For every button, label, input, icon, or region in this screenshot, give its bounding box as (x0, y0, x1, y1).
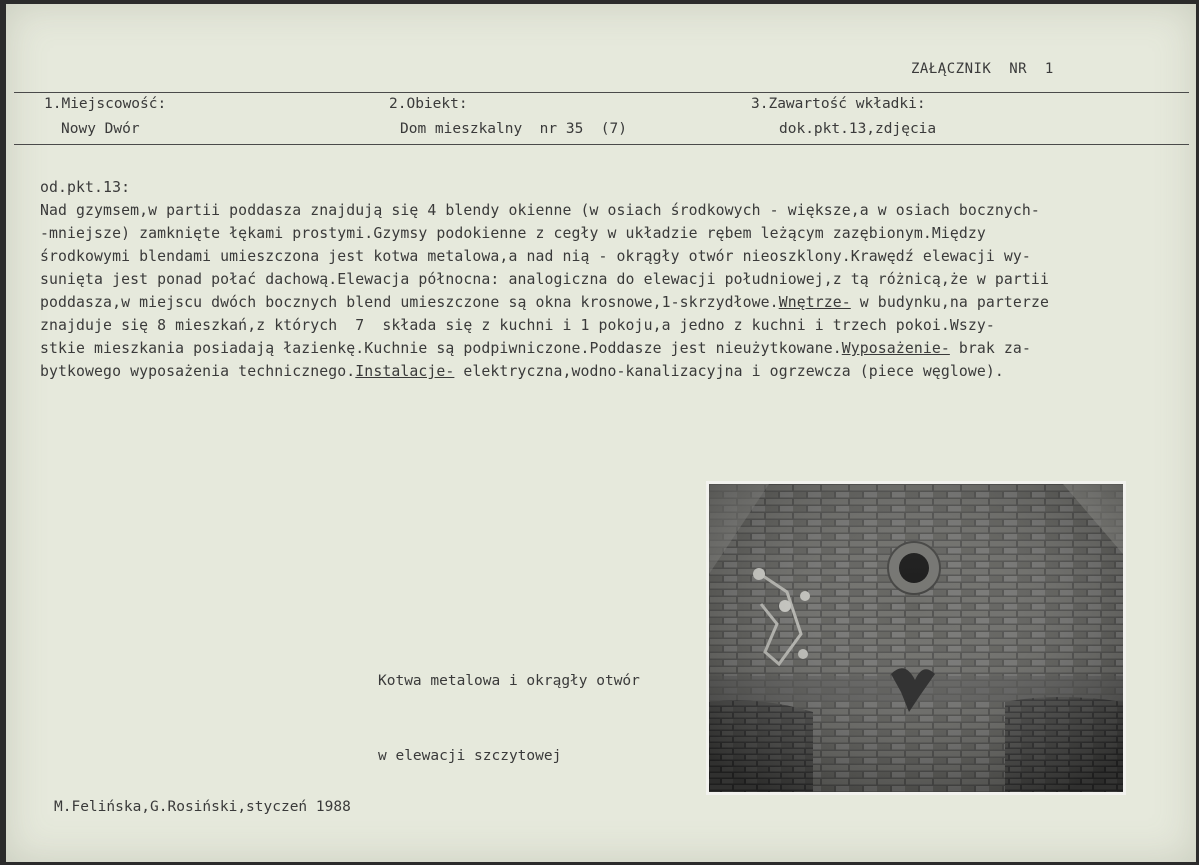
annex-number: ZAŁĄCZNIK NR 1 (911, 61, 1054, 77)
text-line-2: Nad gzymsem,w partii poddasza znajdują się 4 blendy okienne (w osiach środkowych - większe,a w osiach bocznych- (40, 202, 1040, 219)
text-line-4: środkowymi blendami umieszczona jest kotwa metalowa,a nad nią - okrągły otwór nieoszklony.Krawędź elewacji wy- (40, 248, 1031, 265)
text-line-9-a: bytkowego wyposażenia technicznego. (40, 363, 356, 380)
text-line-8 (40, 337, 1190, 360)
text-line-7: znajduje się 8 mieszkań,z których 7 składa się z kuchni i 1 pokoju,a jedno z kuchni i trzech pokoi.Wszy- (40, 317, 995, 334)
author-signature: M.Felińska,G.Rosiński,styczeń 1988 (54, 799, 351, 815)
installations-heading: Instalacje- (355, 363, 455, 380)
description-text (40, 176, 1190, 383)
caption-line-1: Kotwa metalowa i okrągły otwór (378, 673, 640, 689)
object-label: 2.Obiekt: (389, 96, 468, 112)
text-line-8-a: stkie mieszkania posiadają łazienkę.Kuchnie są podpiwniczone.Poddasze jest nieużytkowane. (40, 340, 842, 357)
brick-wall-photo (706, 481, 1126, 795)
text-line-6-b: w budynku,na parterze (850, 294, 1049, 311)
document-sheet (6, 4, 1196, 862)
caption-line-2: w elewacji szczytowej (378, 748, 562, 764)
text-line-9-b: elektryczna,wodno-kanalizacyjna i ogrzewcza (piece węglowe). (454, 363, 1004, 380)
object-value: Dom mieszkalny nr 35 (7) (400, 121, 627, 137)
equipment-heading: Wyposażenie- (841, 340, 950, 357)
text-line-8-b: brak za- (949, 340, 1031, 357)
text-line-6 (40, 291, 1190, 314)
header-top-rule (14, 92, 1189, 93)
text-line-5: sunięta jest ponad połać dachową.Elewacja północna: analogiczna do elewacji południowej,z tą różnicą,że w partii (40, 271, 1049, 288)
contents-value: dok.pkt.13,zdjęcia (779, 121, 937, 137)
header-bottom-rule (14, 144, 1189, 145)
contents-label: 3.Zawartość wkładki: (751, 96, 926, 112)
text-line-6-a: poddasza,w miejscu dwóch bocznych blend umieszczone są okna krosnowe,1-skrzydłowe. (40, 294, 779, 311)
text-line-3: -mniejsze) zamknięte łękami prostymi.Gzymsy podokienne z cegły w układzie rębem leżącym zazębionym.Między (40, 225, 986, 242)
location-label: 1.Miejscowość: (44, 96, 167, 112)
text-line-1: od.pkt.13: (40, 179, 131, 196)
photo-image (709, 484, 1123, 792)
photo-caption (378, 619, 640, 819)
interior-heading: Wnętrze- (778, 294, 851, 311)
text-line-9 (40, 360, 1190, 383)
location-value: Nowy Dwór (61, 121, 140, 137)
